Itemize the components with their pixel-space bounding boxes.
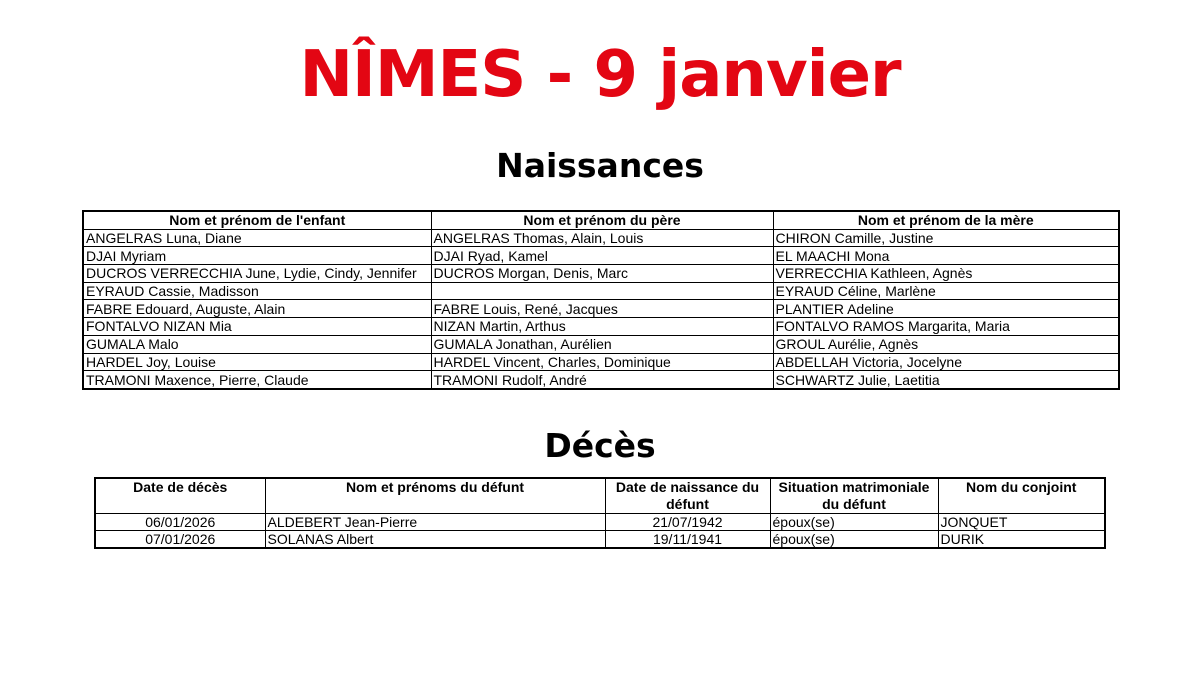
table-cell: DJAI Ryad, Kamel [431, 247, 773, 265]
table-cell: FABRE Edouard, Auguste, Alain [83, 300, 431, 318]
table-row [83, 335, 1119, 353]
table-cell: 21/07/1942 [605, 514, 770, 531]
column-header: Date de naissance du défunt [605, 478, 770, 514]
column-header: Nom et prénom de l'enfant [83, 211, 431, 229]
page-title: NÎMES - 9 janvier [299, 38, 901, 112]
table-row [83, 229, 1119, 247]
table-row [83, 265, 1119, 283]
table-cell: TRAMONI Rudolf, André [431, 371, 773, 389]
column-header: Nom et prénom du père [431, 211, 773, 229]
deces-table [94, 477, 1106, 549]
table-cell: ANGELRAS Thomas, Alain, Louis [431, 229, 773, 247]
table-cell: DUCROS Morgan, Denis, Marc [431, 265, 773, 283]
table-cell: époux(se) [770, 531, 938, 549]
table-cell: ANGELRAS Luna, Diane [83, 229, 431, 247]
table-row [95, 514, 1105, 531]
naissances-heading: Naissances [496, 146, 704, 185]
column-header: Nom et prénom de la mère [773, 211, 1119, 229]
table-cell: DJAI Myriam [83, 247, 431, 265]
table-row [83, 247, 1119, 265]
table-header-row [95, 478, 1105, 514]
table-cell: GROUL Aurélie, Agnès [773, 335, 1119, 353]
table-cell: DURIK [938, 531, 1105, 549]
table-cell: DUCROS VERRECCHIA June, Lydie, Cindy, Jennifer [83, 265, 431, 283]
table-cell: 07/01/2026 [95, 531, 265, 549]
table-cell: CHIRON Camille, Justine [773, 229, 1119, 247]
table-cell: JONQUET [938, 514, 1105, 531]
table-cell [431, 282, 773, 300]
table-header-row [83, 211, 1119, 229]
table-cell: EYRAUD Cassie, Madisson [83, 282, 431, 300]
table-cell: HARDEL Vincent, Charles, Dominique [431, 353, 773, 371]
table-cell: FABRE Louis, René, Jacques [431, 300, 773, 318]
table-cell: HARDEL Joy, Louise [83, 353, 431, 371]
table-cell: EYRAUD Céline, Marlène [773, 282, 1119, 300]
table-cell: ALDEBERT Jean-Pierre [265, 514, 605, 531]
table-row [83, 371, 1119, 389]
table-cell: époux(se) [770, 514, 938, 531]
table-cell: PLANTIER Adeline [773, 300, 1119, 318]
table-cell: 19/11/1941 [605, 531, 770, 549]
table-cell: EL MAACHI Mona [773, 247, 1119, 265]
table-cell: SCHWARTZ Julie, Laetitia [773, 371, 1119, 389]
table-cell: SOLANAS Albert [265, 531, 605, 549]
naissances-table [82, 210, 1120, 390]
table-cell: GUMALA Jonathan, Aurélien [431, 335, 773, 353]
table-row [83, 282, 1119, 300]
table-cell: ABDELLAH Victoria, Jocelyne [773, 353, 1119, 371]
table-cell: VERRECCHIA Kathleen, Agnès [773, 265, 1119, 283]
table-cell: TRAMONI Maxence, Pierre, Claude [83, 371, 431, 389]
table-cell: FONTALVO RAMOS Margarita, Maria [773, 318, 1119, 336]
column-header: Situation matrimoniale du défunt [770, 478, 938, 514]
table-row [83, 318, 1119, 336]
table-row [83, 300, 1119, 318]
column-header: Nom et prénoms du défunt [265, 478, 605, 514]
column-header: Nom du conjoint [938, 478, 1105, 514]
table-row [83, 353, 1119, 371]
table-cell: NIZAN Martin, Arthus [431, 318, 773, 336]
deces-heading: Décès [544, 426, 656, 465]
column-header: Date de décès [95, 478, 265, 514]
table-cell: 06/01/2026 [95, 514, 265, 531]
table-cell: GUMALA Malo [83, 335, 431, 353]
table-cell: FONTALVO NIZAN Mia [83, 318, 431, 336]
table-row [95, 531, 1105, 549]
